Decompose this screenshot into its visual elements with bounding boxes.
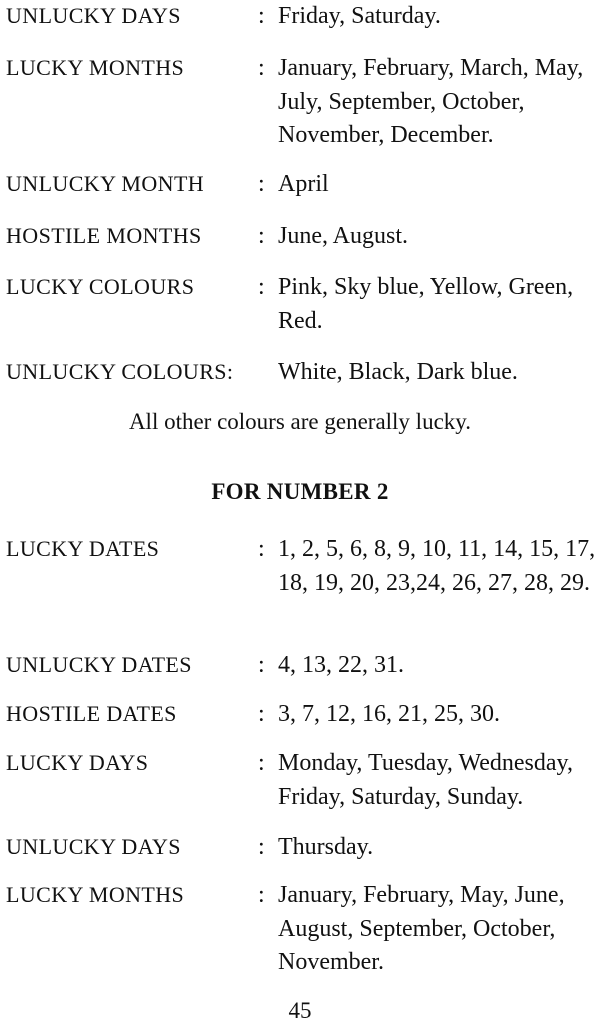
row-label: LUCKY MONTHS bbox=[6, 55, 185, 80]
row-value: June, August. bbox=[278, 223, 409, 249]
row-label: UNLUCKY DATES bbox=[6, 652, 192, 677]
row-colon: : bbox=[258, 536, 265, 562]
row-value: Thursday. bbox=[278, 834, 374, 860]
row-colon: : bbox=[258, 652, 265, 678]
row-colon: : bbox=[258, 223, 265, 249]
row-label: HOSTILE MONTHS bbox=[6, 223, 202, 248]
row-colon: : bbox=[258, 3, 265, 29]
row-colon: : bbox=[258, 750, 265, 776]
row-colon: : bbox=[258, 834, 265, 860]
row-value: April bbox=[278, 171, 329, 197]
row-value: 3, 7, 12, 16, 21, 25, 30. bbox=[278, 701, 500, 727]
row-label: UNLUCKY MONTH bbox=[6, 171, 205, 196]
row-colon: : bbox=[258, 882, 265, 908]
row-value: January, February, May, June, August, September, October, November. bbox=[278, 882, 565, 975]
note-text: All other colours are generally lucky. bbox=[128, 409, 472, 434]
row-label: UNLUCKY DAYS bbox=[6, 834, 181, 859]
row-value: 1, 2, 5, 6, 8, 9, 10, 11, 14, 15, 17, 18, 19, 20, 23,24, 26, 27, 28, 29. bbox=[278, 536, 596, 596]
row-label: LUCKY DAYS bbox=[6, 750, 149, 775]
row-colon: : bbox=[258, 701, 265, 727]
row-colon: : bbox=[258, 171, 265, 197]
row-colon: : bbox=[258, 274, 265, 300]
row-value: Friday, Saturday. bbox=[278, 3, 441, 29]
page-number: 45 bbox=[288, 998, 312, 1023]
row-value: January, February, March, May, July, September, October, November, December. bbox=[278, 55, 584, 148]
row-value: Monday, Tuesday, Wednesday, Friday, Saturday, Sunday. bbox=[278, 750, 573, 810]
row-value: 4, 13, 22, 31. bbox=[278, 652, 404, 678]
row-label: UNLUCKY COLOURS: bbox=[6, 359, 234, 384]
row-label: HOSTILE DATES bbox=[6, 701, 177, 726]
row-value: Pink, Sky blue, Yellow, Green, Red. bbox=[278, 274, 574, 334]
row-label: LUCKY DATES bbox=[6, 536, 160, 561]
row-label: LUCKY MONTHS bbox=[6, 882, 185, 907]
row-label: LUCKY COLOURS bbox=[6, 274, 195, 299]
section-heading: FOR NUMBER 2 bbox=[211, 479, 389, 504]
row-label: UNLUCKY DAYS bbox=[6, 3, 181, 28]
row-value: White, Black, Dark blue. bbox=[278, 359, 518, 385]
row-colon: : bbox=[258, 55, 265, 81]
